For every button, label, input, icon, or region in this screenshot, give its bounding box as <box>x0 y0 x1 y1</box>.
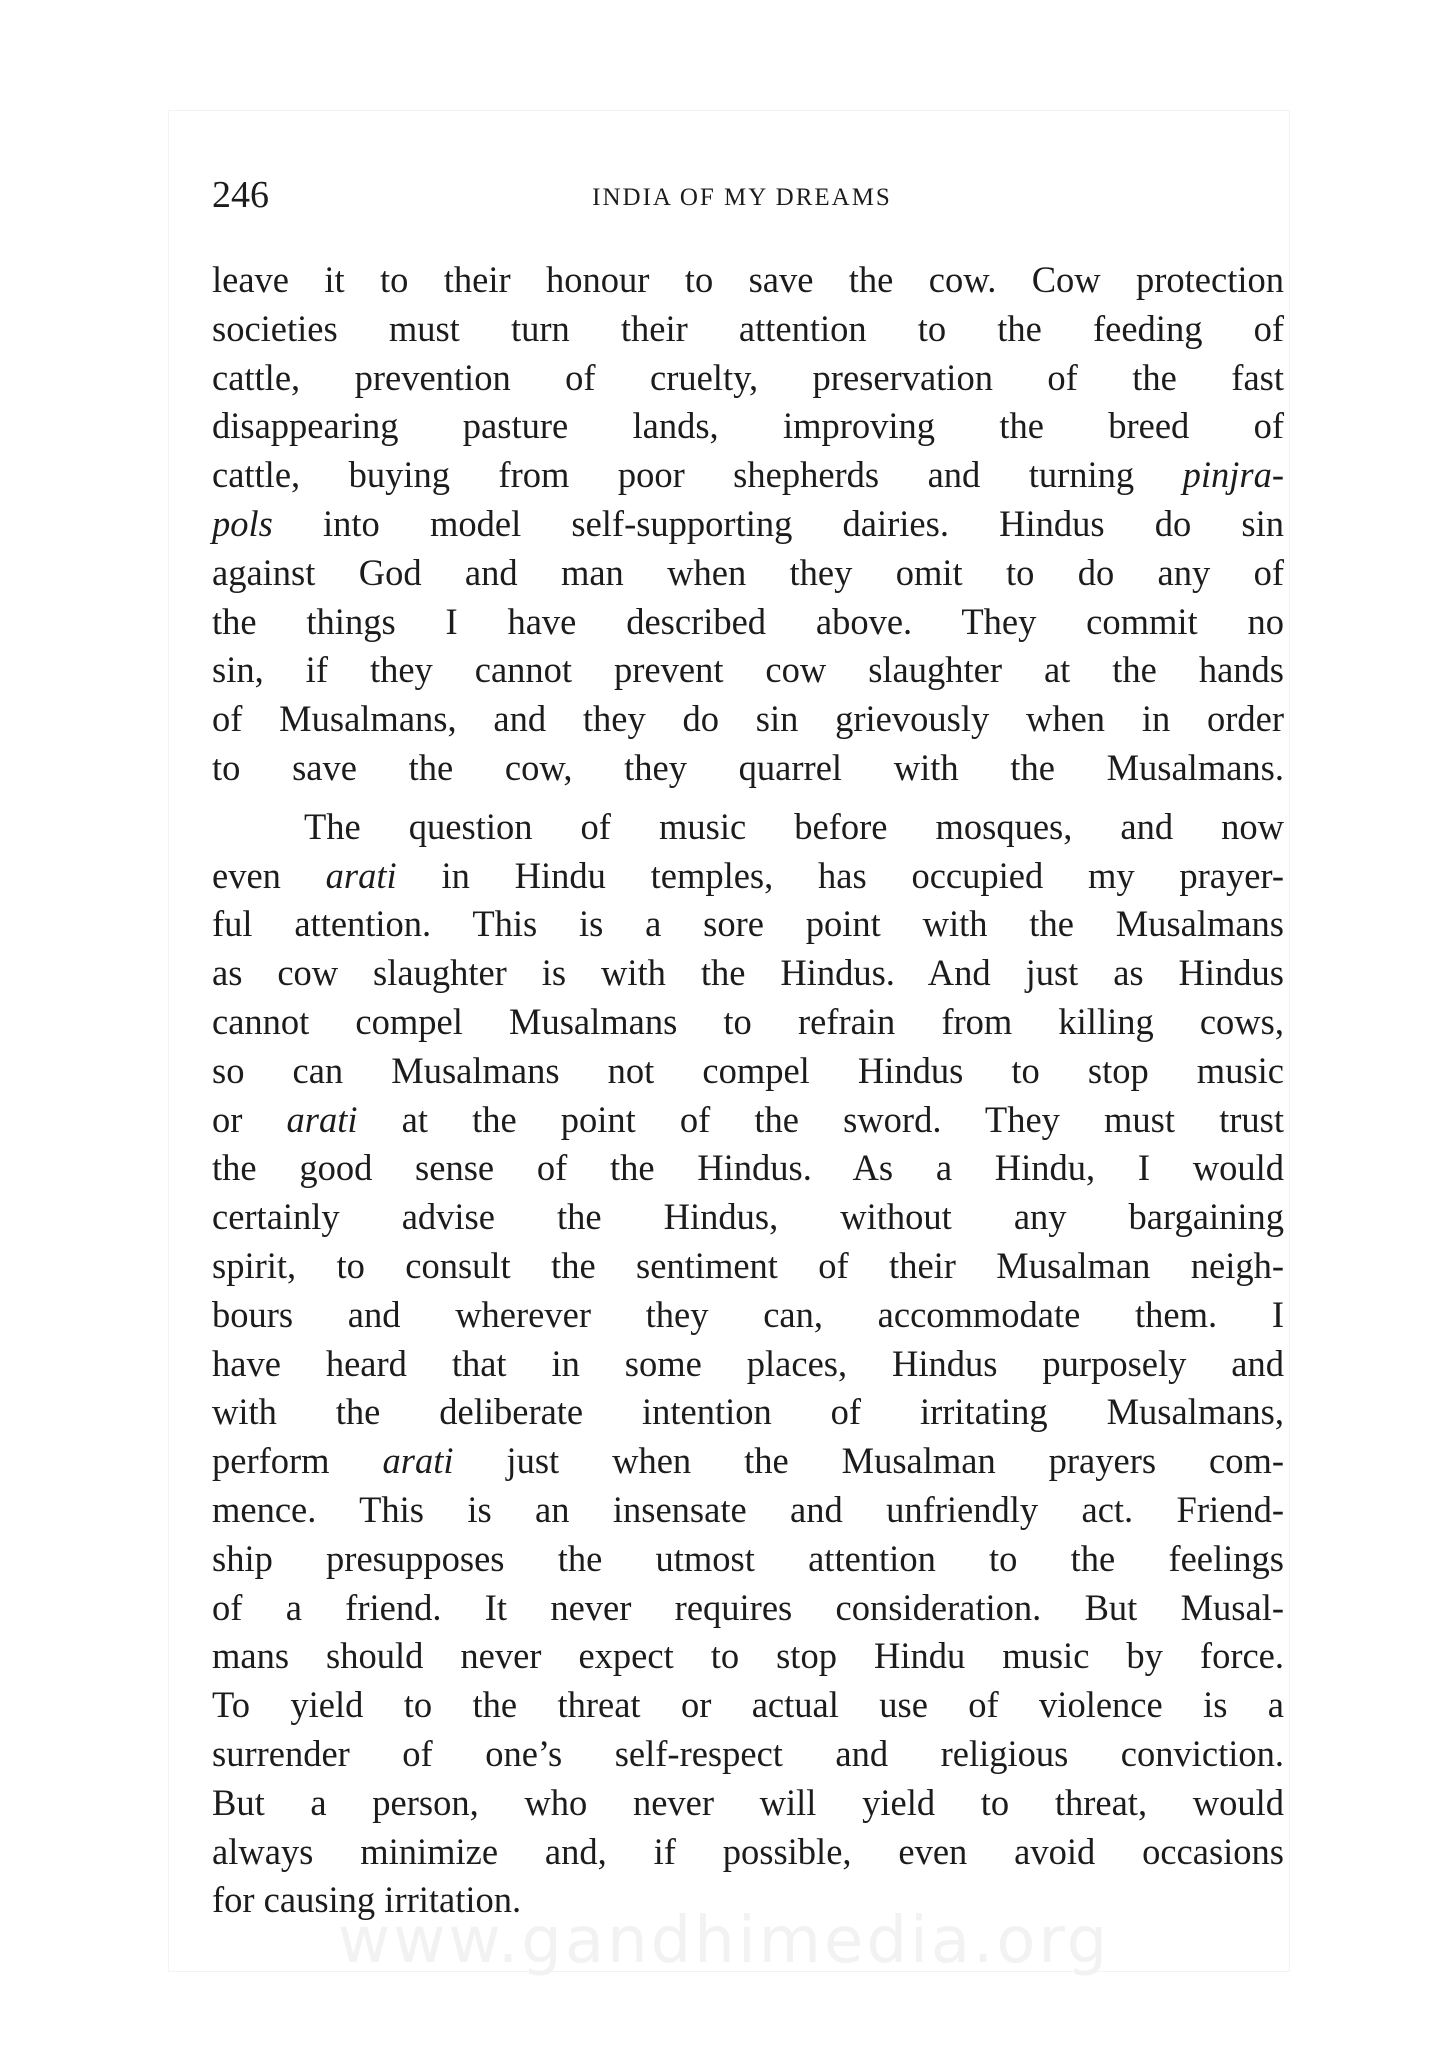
text-segment: into model self-supporting dairies. Hindus do sin <box>272 502 1284 544</box>
italic-term: arati <box>325 854 397 896</box>
text-line: spirit, to consult the sentiment of their Musalman neigh- <box>212 1244 1284 1286</box>
text-line <box>212 451 1284 500</box>
running-title: INDIA OF MY DREAMS <box>592 184 892 211</box>
text-segment: even <box>212 854 326 896</box>
text-line: cannot compel Musalmans to refrain from killing cows, <box>212 1000 1284 1042</box>
text-line: leave it to their honour to save the cow. Cow protection <box>212 259 1284 300</box>
italic-term: pinjra- <box>1182 454 1284 496</box>
text-line: with the deliberate intention of irritating Musalmans, <box>212 1391 1284 1433</box>
text-line: for causing irritation. <box>212 1879 522 1921</box>
text-line: surrender of one’s self-respect and religious conviction. <box>212 1732 1284 1774</box>
paragraph-2 <box>212 803 1284 1925</box>
text-line: the things I have described above. They commit no <box>212 600 1284 642</box>
italic-term: arati <box>382 1440 454 1482</box>
text-line: sin, if they cannot prevent cow slaughter at the hands <box>212 649 1284 691</box>
text-line: to save the cow, they quarrel with the Musalmans. <box>212 746 1284 788</box>
text-segment: at the point of the sword. They must trust <box>357 1098 1284 1140</box>
body-text <box>212 256 1284 1925</box>
text-segment: perform <box>212 1440 383 1482</box>
text-line: of a friend. It never requires consideration. But Musal- <box>212 1586 1284 1628</box>
text-line: bours and wherever they can, accommodate them. I <box>212 1293 1284 1335</box>
text-line <box>212 1096 1284 1145</box>
text-line: societies must turn their attention to the feeding of <box>212 307 1284 349</box>
text-line: have heard that in some places, Hindus purposely and <box>212 1342 1284 1384</box>
text-line: The question of music before mosques, and now <box>304 805 1284 847</box>
text-line: To yield to the threat or actual use of violence is a <box>212 1684 1284 1726</box>
text-line: cattle, prevention of cruelty, preservation of the fast <box>212 356 1284 398</box>
text-segment: or <box>212 1098 287 1140</box>
text-line: against God and man when they omit to do any of <box>212 551 1284 593</box>
text-segment: just when the Musalman prayers com- <box>453 1440 1285 1482</box>
paragraph-1 <box>212 256 1284 793</box>
text-line: so can Musalmans not compel Hindus to stop music <box>212 1049 1284 1091</box>
text-line: certainly advise the Hindus, without any bargaining <box>212 1196 1284 1238</box>
watermark: www.gandhimedia.org <box>337 1904 1111 1978</box>
text-segment: cattle, buying from poor shepherds and turning <box>212 454 1183 496</box>
text-line: always minimize and, if possible, even avoid occasions <box>212 1830 1284 1872</box>
text-line: of Musalmans, and they do sin grievously when in order <box>212 698 1284 740</box>
text-line <box>212 1437 1284 1486</box>
text-line: as cow slaughter is with the Hindus. And just as Hindus <box>212 952 1284 994</box>
page-number: 246 <box>212 174 269 216</box>
text-line: mans should never expect to stop Hindu music by force. <box>212 1635 1284 1677</box>
text-line: disappearing pasture lands, improving the breed of <box>212 405 1284 447</box>
page-header <box>212 172 1284 228</box>
italic-term: arati <box>286 1098 358 1140</box>
text-line: ful attention. This is a sore point with the Musalmans <box>212 903 1284 945</box>
text-line: ship presupposes the utmost attention to the feelings <box>212 1537 1284 1579</box>
text-segment: in Hindu temples, has occupied my prayer- <box>396 854 1284 896</box>
text-line <box>212 852 1284 901</box>
text-line: mence. This is an insensate and unfriendly act. Friend- <box>212 1488 1284 1530</box>
italic-term: pols <box>212 502 273 544</box>
text-line: But a person, who never will yield to threat, would <box>212 1781 1284 1823</box>
text-line <box>212 500 1284 549</box>
text-line: the good sense of the Hindus. As a Hindu, I would <box>212 1147 1284 1189</box>
